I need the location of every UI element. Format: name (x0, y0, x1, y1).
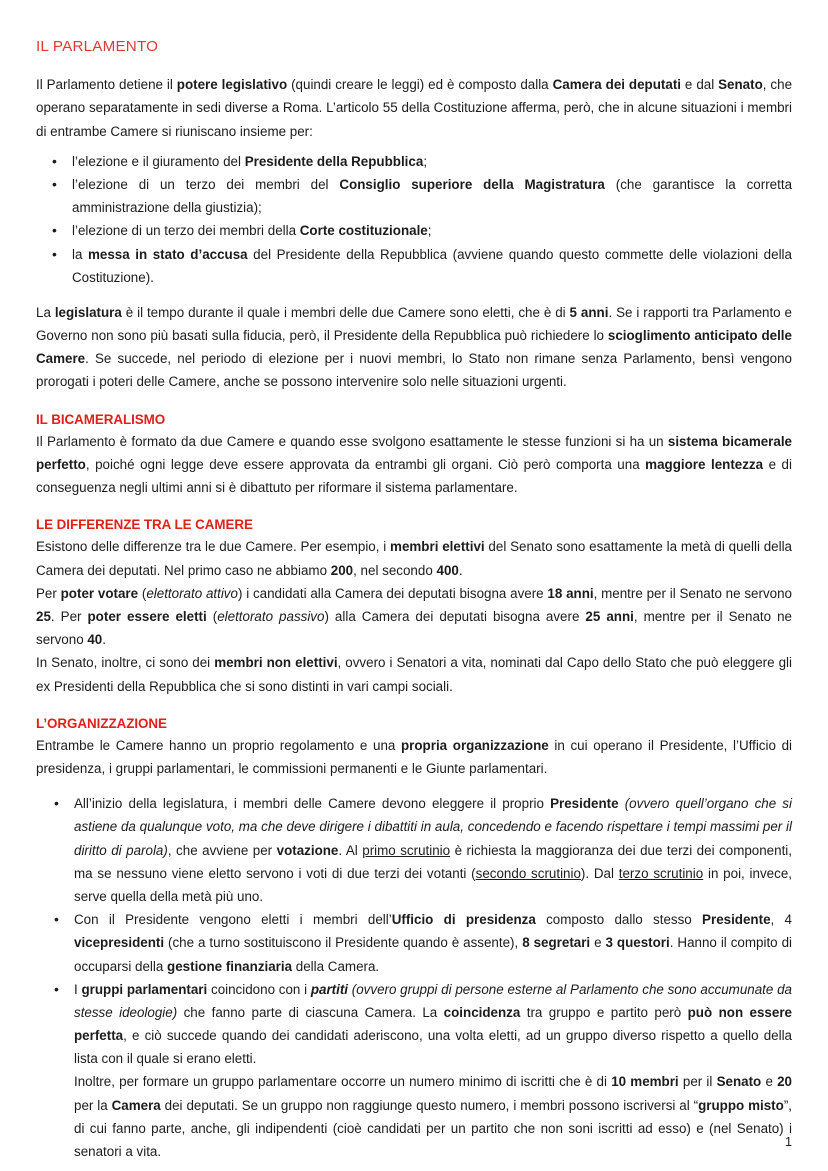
section-heading-differenze: LE DIFFERENZE TRA LE CAMERE (36, 517, 253, 533)
intro-paragraph: Il Parlamento detiene il potere legislativo (quindi creare le leggi) ed è composto dalla Camera dei deputati e dal Senato, che operano separatamente in sedi diverse a Roma. L’articolo 55 della Costituzione afferma, però, che in alcune situazioni i membri di entrambe Camere si riuniscano insieme per: (36, 77, 793, 139)
list-item: • la messa in stato d’accusa del Presidente della Repubblica (avviene quando questo commette delle violazioni della Costituzione). (36, 243, 792, 289)
list-item: • l’elezione di un terzo dei membri della Corte costituzionale; (36, 219, 792, 242)
list-item: • Con il Presidente vengono eletti i membri dell’Ufficio di presidenza composto dallo stesso Presidente, 4 vicepresidenti (che a turno sostituiscono il Presidente quando è assente), 8 segretari e 3 questori. Hanno il compito di occuparsi della gestione finanziaria della Camera. (36, 908, 792, 978)
intro-bullet-list (36, 150, 792, 289)
section-heading-bicameralismo: IL BICAMERALISMO (36, 411, 166, 427)
differenze-paragraph-3: In Senato, inoltre, ci sono dei membri non elettivi, ovvero i Senatori a vita, nominati dal Capo dello Stato che può eleggere gli ex Presidenti della Repubblica che si sono distinti in vari campi sociali. (36, 655, 792, 694)
differenze-paragraph-1: Esistono delle differenze tra le due Camere. Per esempio, i membri elettivi del Senato sono esattamente la metà di quelli della Camera dei deputati. Nel primo caso ne abbiamo 200, nel secondo 400. (36, 539, 792, 578)
page-title: IL PARLAMENTO (36, 38, 159, 55)
list-item: • All’inizio della legislatura, i membri delle Camere devono eleggere il proprio Presidente (ovvero quell’organo che si astiene da qualunque voto, ma che deve dirigere i dibattiti in aula, concedendo e facendo rispettare i tempi massimi per il diritto di parola), che avviene per votazione. Al primo scrutinio è richiesta la maggioranza dei due terzi dei componenti, ma se nessuno viene eletto servono i voti di due terzi dei votanti (secondo scrutinio). Dal terzo scrutinio in poi, invece, serve quella della metà più uno. (36, 792, 792, 908)
list-item: • l’elezione di un terzo dei membri del Consiglio superiore della Magistratura (che garantisce la corretta amministrazione della giustizia); (36, 173, 792, 219)
page-number: 1 (784, 1135, 792, 1149)
organizzazione-bullet-list (36, 792, 792, 1163)
list-item: • I gruppi parlamentari coincidono con i partiti (ovvero gruppi di persone esterne al Parlamento che sono accumunate da stesse ideologie) che fanno parte di ciascuna Camera. La coincidenza tra gruppo e partito però può non essere perfetta, e ciò succede quando dei candidati aderiscono, una volta eletti, ad un gruppo diverso rispetto a quello della lista con il quale si erano eletti. Inoltre, per formare un gruppo parlamentare occorre un numero minimo di iscritti che è di 10 membri per il Senato e 20 per la Camera dei deputati. Se un gruppo non raggiunge questo numero, i membri possono iscriversi al “gruppo misto”, di cui fanno parte, anche, gli indipendenti (cioè candidati per un partito che non soni iscritti ad esso) e (nel Senato) i senatori a vita. (36, 978, 792, 1164)
bicameralismo-paragraph: Il Parlamento è formato da due Camere e quando esse svolgono esattamente le stesse funzioni si ha un sistema bicamerale perfetto, poiché ogni legge deve essere approvata da entrambi gli organi. Ciò però comporta una maggiore lentezza e di conseguenza negli ultimi anni si è dibattuto per riformare il sistema parlamentare. (36, 433, 792, 496)
legislatura-paragraph: La legislatura è il tempo durante il quale i membri delle due Camere sono eletti, che è di 5 anni. Se i rapporti tra Parlamento e Governo non sono più basati sulla fiducia, però, il Presidente della Repubblica può richiedere lo scioglimento anticipato delle Camere. Se succede, nel periodo di elezione per i nuovi membri, lo Stato non rimane senza Parlamento, bensì vengono prorogati i poteri delle Camere, anche se possono intervenire solo nelle situazioni urgenti. (36, 304, 792, 390)
differenze-paragraph-2: Per poter votare (elettorato attivo) i candidati alla Camera dei deputati bisogna avere 18 anni, mentre per il Senato ne servono 25. Per poter essere eletti (elettorato passivo) alla Camera dei deputati bisogna avere 25 anni, mentre per il Senato ne servono 40. (36, 585, 792, 648)
organizzazione-paragraph: Entrambe le Camere hanno un proprio regolamento e una propria organizzazione in cui operano il Presidente, l’Ufficio di presidenza, i gruppi parlamentari, le commissioni permanenti e le Giunte parlamentari. (36, 737, 792, 777)
list-item: • l’elezione e il giuramento del Presidente della Repubblica; (36, 150, 792, 173)
section-heading-organizzazione: L’ORGANIZZAZIONE (36, 715, 167, 731)
